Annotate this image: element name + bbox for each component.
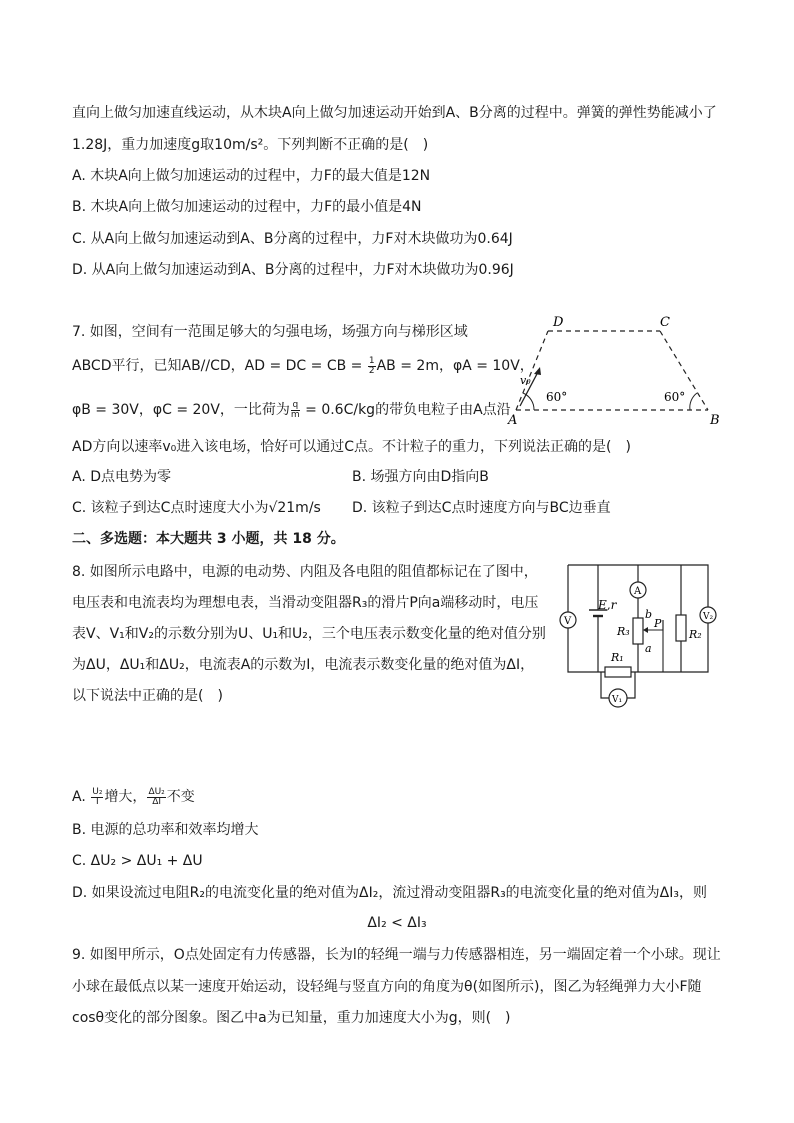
q6-text-line2: 1.28J，重力加速度g取10m/s²。下列判断不正确的是( ) xyxy=(72,137,429,153)
q8-option-d: D. 如果设流过电阻R₂的电流变化量的绝对值为ΔI₂，流过滑动变阻器R₃的电流变化量的绝对值为ΔI₃，则 xyxy=(72,885,707,901)
label-angle-right: 60° xyxy=(664,390,686,404)
q9-text-line1: 9. 如图甲所示，O点处固定有力传感器，长为l的轻绳一端与力传感器相连，另一端固定着一个小球。现让 xyxy=(72,947,721,963)
q9-text-line3: cosθ变化的部分图象。图乙中a为已知量，重力加速度大小为g，则( ) xyxy=(72,1010,511,1026)
q8-option-c: C. ΔU₂ > ΔU₁ + ΔU xyxy=(72,853,203,869)
charge-mass-fraction xyxy=(291,401,300,420)
q8-text-line5: 以下说法中正确的是( ) xyxy=(72,688,223,704)
q8-option-a-prefix: A. xyxy=(72,789,86,805)
qm-numerator: q xyxy=(292,399,299,410)
label-voltmeter-v1: V₁ xyxy=(612,695,623,705)
label-ammeter: A xyxy=(634,586,642,597)
q7-line3-start: φB = 30V，φC = 20V，一比荷为 xyxy=(72,402,290,418)
trapezoid-figure xyxy=(500,316,730,431)
q8-option-a-end: 不变 xyxy=(166,789,195,805)
qm-denominator: m xyxy=(290,409,300,420)
q7-option-c: C. 该粒子到达C点时速度大小为√21m/s xyxy=(72,500,321,516)
q6-option-a: A. 木块A向上做匀加速运动的过程中，力F的最大值是12N xyxy=(72,168,431,184)
q7-text-line4: AD方向以速率v₀进入该电场，恰好可以通过C点。不计粒子的重力，下列说法正确的是( ) xyxy=(72,439,631,455)
edge-ad xyxy=(516,331,548,410)
q6-option-c: C. 从A向上做匀加速运动到A、B分离的过程中，力F对木块做功为0.64J xyxy=(72,231,513,247)
label-voltmeter-v: V xyxy=(564,616,572,627)
q7-option-a: A. D点电势为零 xyxy=(72,469,172,485)
q7-option-b: B. 场强方向由D指向B xyxy=(352,469,489,485)
label-c: C xyxy=(660,315,670,330)
q8-option-d-formula: ΔI₂ < ΔI₃ xyxy=(367,915,427,931)
resistor-r1 xyxy=(605,667,631,677)
q7-line2-end: AB = 2m，φA = 10V， xyxy=(376,358,534,374)
frac1-numerator: U₂ xyxy=(92,786,103,797)
label-angle-left: 60° xyxy=(546,390,568,404)
q9-text-line2: 小球在最低点以某一速度开始运动，设轻绳与竖直方向的角度为θ(如图所示)，图乙为轻绳弹力大小F随 xyxy=(72,979,702,995)
frac1-denominator: I xyxy=(96,796,99,807)
label-d: D xyxy=(553,315,564,330)
q8-option-b: B. 电源的总功率和效率均增大 xyxy=(72,822,259,838)
angle-arc-left xyxy=(523,393,534,410)
q7-text-line1: 7. 如图，空间有一范围足够大的匀强电场，场强方向与梯形区域 xyxy=(72,324,468,340)
resistor-r2 xyxy=(676,615,686,641)
q7-text-line3 xyxy=(72,400,511,420)
half-fraction xyxy=(368,357,376,376)
label-voltmeter-v2: V₂ xyxy=(703,612,714,622)
label-b: B xyxy=(710,413,720,428)
section-heading-multiple-choice: 二、多选题：本大题共 3 小题，共 18 分。 xyxy=(72,531,345,547)
q8-text-line1: 8. 如图所示电路中，电源的电动势、内阻及各电阻的阻值都标记在了图中， xyxy=(72,564,538,580)
frac2-denominator: ΔI xyxy=(152,796,162,807)
q6-option-d: D. 从A向上做匀加速运动到A、B分离的过程中，力F对木块做功为0.96J xyxy=(72,262,514,278)
q8-text-line2: 电压表和电流表均为理想电表，当滑动变阻器R₃的滑片P向a端移动时，电压 xyxy=(72,595,539,611)
half-numerator: 1 xyxy=(368,355,375,366)
angle-arc-right xyxy=(690,393,697,410)
label-r1: R₁ xyxy=(611,651,624,664)
q8-text-line4: 为ΔU，ΔU₁和ΔU₂，电流表A的示数为I，电流表示数变化量的绝对值为ΔI， xyxy=(72,657,535,673)
half-denominator: 2 xyxy=(368,365,375,376)
du2-over-di-fraction xyxy=(147,788,165,807)
label-a: A xyxy=(508,413,518,428)
resistor-r3 xyxy=(633,618,643,644)
label-terminal-b: b xyxy=(645,608,653,621)
slider-arrowhead xyxy=(643,627,648,633)
frac2-numerator: ΔU₂ xyxy=(148,786,165,797)
label-r2: R₂ xyxy=(689,628,702,641)
label-emf: E,r xyxy=(598,598,617,612)
label-v0: v₀ xyxy=(520,374,531,387)
circuit-figure xyxy=(553,560,723,715)
q8-option-a xyxy=(72,784,195,810)
label-slider-p: P xyxy=(654,617,662,630)
q6-text-line1: 直向上做匀加速直线运动，从木块A向上做匀加速运动开始到A、B分离的过程中。弹簧的弹性势能减小了 xyxy=(72,105,717,121)
q6-option-b: B. 木块A向上做匀加速运动的过程中，力F的最小值是4N xyxy=(72,199,422,215)
u2-over-i-fraction xyxy=(91,788,103,807)
q7-text-line2 xyxy=(72,356,534,376)
q7-option-d: D. 该粒子到达C点时速度方向与BC边垂直 xyxy=(352,500,611,516)
velocity-arrowhead xyxy=(534,367,541,375)
q8-option-a-mid: 增大， xyxy=(104,789,147,805)
q7-line3-end: = 0.6C/kg的带负电粒子由A点沿 xyxy=(300,402,511,418)
label-terminal-a: a xyxy=(645,642,652,655)
q7-line2-start: ABCD平行，已知AB//CD，AD = DC = CB = xyxy=(72,358,367,374)
label-r3: R₃ xyxy=(617,625,630,638)
q8-text-line3: 表V、V₁和V₂的示数分别为U、U₁和U₂，三个电压表示数变化量的绝对值分别 xyxy=(72,626,546,642)
